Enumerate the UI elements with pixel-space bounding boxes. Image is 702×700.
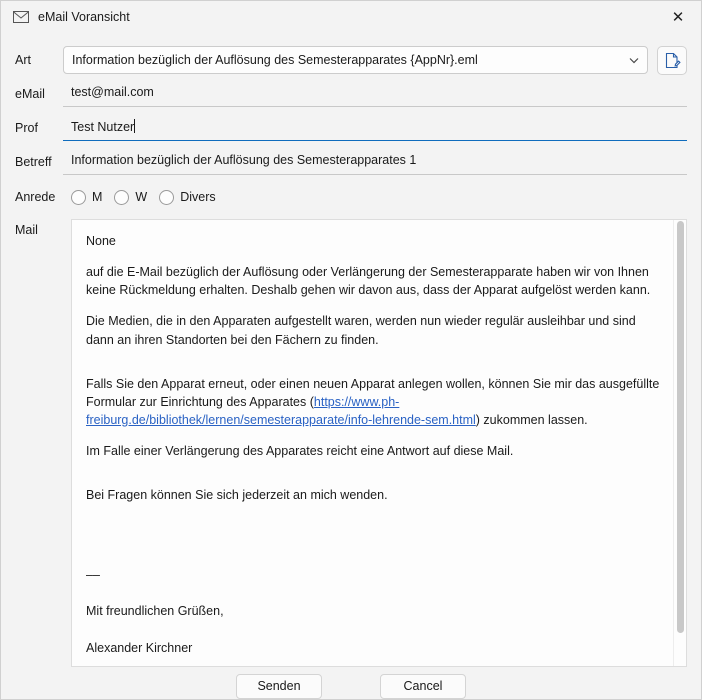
betreff-label: Betreff: [15, 155, 52, 169]
mail-paragraph-4: Bei Fragen können Sie sich jederzeit an mich wenden.: [86, 488, 388, 503]
anrede-label: Anrede: [15, 190, 56, 204]
send-button[interactable]: Senden: [236, 674, 322, 699]
prof-value: Test Nutzer: [71, 120, 135, 134]
link-paragraph-before: Falls Sie den Apparat erneut, oder einen neuen Apparat anlegen wollen, können Sie mir das ausgefüllte Formular zur Einrichtung des Apparates (: [86, 376, 660, 409]
mail-paragraph-1: auf die E-Mail bezüglich der Auflösung oder Verlängerung der Semesterapparate haben wir von Ihnen keine Rückmeldung erhalten. Deshalb gehen wir davon aus, dass der Apparat aufgelöst werden kann.: [86, 265, 651, 298]
mail-signature-greeting: Mit freundlichen Grüßen,: [86, 604, 224, 619]
email-input[interactable]: test@mail.com: [63, 81, 687, 107]
radio-option-m[interactable]: [71, 190, 102, 205]
email-row: [15, 80, 687, 108]
art-combobox[interactable]: [63, 46, 648, 74]
radio-label-divers: Divers: [180, 190, 216, 204]
mail-paragraph-3: Im Falle einer Verlängerung des Apparates reicht eine Antwort auf diese Mail.: [86, 444, 514, 458]
mail-scrollbar-thumb[interactable]: [677, 221, 684, 633]
mail-signature-separator: ––: [86, 568, 100, 583]
mail-row: [15, 219, 687, 667]
chevron-down-icon: [627, 53, 641, 67]
formular-link[interactable]: https://www.ph-freiburg.de/bibliothek/lernen/semesterapparate/info-lehrende-sem.html: [86, 394, 476, 427]
email-label: eMail: [15, 87, 45, 101]
mail-paragraph-greeting: None: [86, 234, 116, 248]
text-caret: [134, 119, 135, 133]
art-value: Information bezüglich der Auflösung des Semesterapparates {AppNr}.eml: [72, 53, 478, 67]
title-bar: [1, 1, 701, 33]
radio-label-w: W: [135, 190, 148, 204]
anrede-row: [15, 184, 687, 210]
radio-circle-icon: [71, 190, 86, 205]
radio-option-divers[interactable]: [159, 190, 215, 205]
prof-input[interactable]: [63, 115, 687, 141]
mail-scrollbar[interactable]: [673, 220, 686, 666]
art-label: Art: [15, 53, 31, 67]
mail-content: [72, 220, 686, 667]
radio-circle-icon: [114, 190, 129, 205]
prof-label: Prof: [15, 121, 38, 135]
envelope-icon: [12, 9, 29, 26]
mail-label: Mail: [15, 223, 38, 237]
window-title: eMail Voransicht: [38, 10, 130, 24]
mail-paragraph-2: Die Medien, die in den Apparaten aufgestellt waren, werden nun wieder regulär ausleihbar und sind dann an ihren Standorten bei den Fächern zu finden.: [86, 314, 636, 347]
radio-circle-icon: [159, 190, 174, 205]
mail-textarea[interactable]: [71, 219, 687, 667]
mail-paragraph-link: [86, 375, 664, 429]
mail-signature-name: Alexander Kirchner: [86, 640, 193, 655]
betreff-row: [15, 148, 687, 176]
prof-row: [15, 114, 687, 142]
art-row: [15, 46, 687, 74]
radio-option-w[interactable]: [114, 190, 147, 205]
edit-document-icon[interactable]: [657, 46, 687, 75]
footer-buttons: [1, 667, 701, 700]
cancel-button[interactable]: Cancel: [380, 674, 466, 699]
link-paragraph-after: ) zukommen lassen.: [475, 412, 588, 427]
radio-label-m: M: [92, 190, 103, 204]
close-icon[interactable]: ✕: [671, 8, 685, 26]
form-area: [1, 33, 701, 667]
betreff-input[interactable]: Information bezüglich der Auflösung des Semesterapparates 1: [63, 149, 687, 175]
anrede-radio-group: [63, 190, 687, 205]
